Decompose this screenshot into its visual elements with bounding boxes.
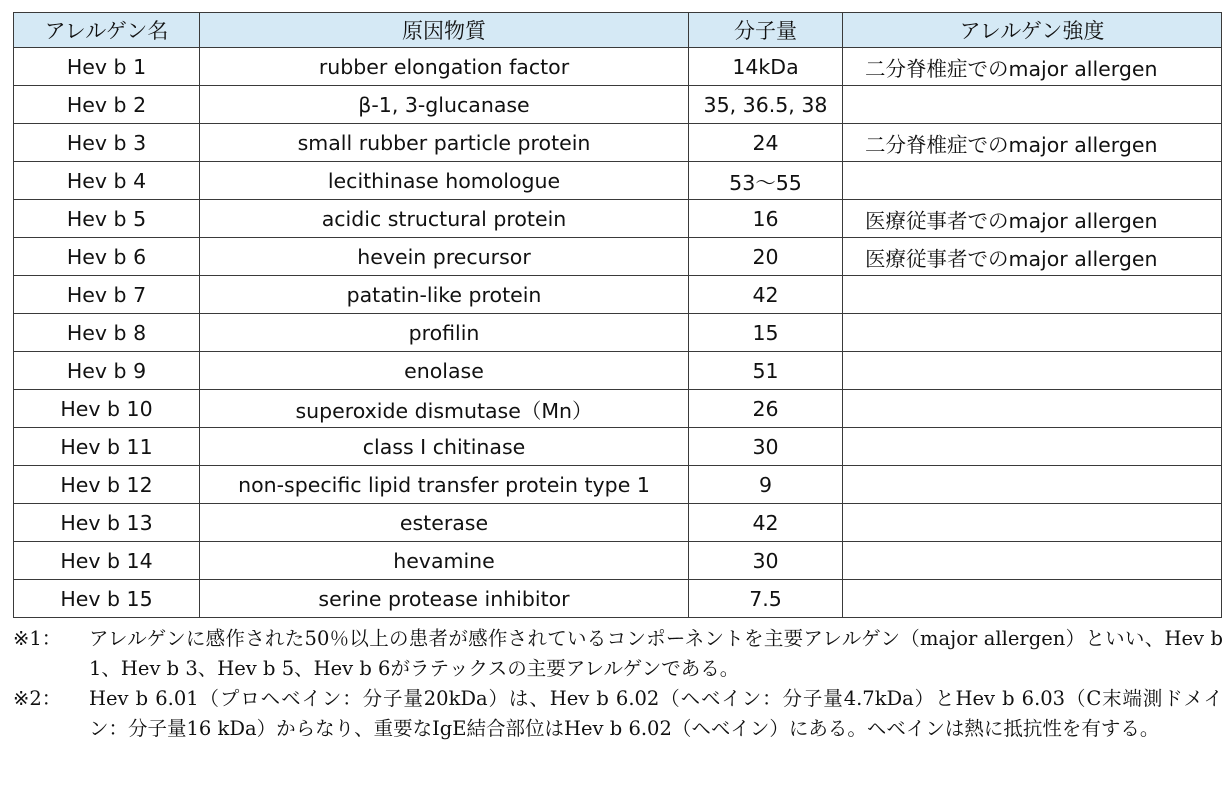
cell-substance: rubber elongation factor	[200, 48, 689, 86]
table-row	[14, 48, 1222, 86]
cell-molecular-weight: 53～55	[689, 162, 843, 200]
cell-strength: 二分脊椎症でのmajor allergen	[843, 48, 1222, 86]
footnote-2-mark: ※2：	[13, 687, 62, 710]
cell-strength	[843, 314, 1222, 352]
cell-strength: 医療従事者でのmajor allergen	[843, 200, 1222, 238]
cell-strength	[843, 162, 1222, 200]
cell-substance: serine protease inhibitor	[200, 580, 689, 618]
table-row	[14, 542, 1222, 580]
table-row	[14, 352, 1222, 390]
cell-molecular-weight: 15	[689, 314, 843, 352]
cell-substance: hevamine	[200, 542, 689, 580]
table-row	[14, 276, 1222, 314]
table-row	[14, 162, 1222, 200]
cell-allergen-name: Hev b 14	[14, 542, 200, 580]
cell-substance: acidic structural protein	[200, 200, 689, 238]
cell-strength	[843, 580, 1222, 618]
cell-substance: non-specific lipid transfer protein type 1	[200, 466, 689, 504]
cell-substance: enolase	[200, 352, 689, 390]
allergen-table-container	[13, 12, 1221, 618]
cell-substance: patatin-like protein	[200, 276, 689, 314]
footnote-2	[13, 684, 1223, 744]
cell-substance: superoxide dismutase（Mn）	[200, 390, 689, 428]
table-body	[14, 48, 1222, 618]
table-row	[14, 504, 1222, 542]
cell-molecular-weight: 30	[689, 428, 843, 466]
cell-strength	[843, 504, 1222, 542]
cell-molecular-weight: 51	[689, 352, 843, 390]
cell-allergen-name: Hev b 4	[14, 162, 200, 200]
footnote-1-mark: ※1：	[13, 627, 62, 650]
cell-allergen-name: Hev b 5	[14, 200, 200, 238]
cell-molecular-weight: 42	[689, 504, 843, 542]
cell-strength	[843, 276, 1222, 314]
footnote-2-text: Hev b 6.01（プロヘベイン：分子量20kDa）は、Hev b 6.02（ヘベイン：分子量4.7kDa）とHev b 6.03（C末端測ドメイン：分子量16 kDa）からなり、重要なIgE結合部位はHev b 6.02（ヘベイン）にある。ヘベインは熱に抵抗性を有する。	[89, 687, 1223, 740]
cell-substance: esterase	[200, 504, 689, 542]
cell-strength: 二分脊椎症でのmajor allergen	[843, 124, 1222, 162]
cell-strength	[843, 428, 1222, 466]
table-row	[14, 238, 1222, 276]
cell-allergen-name: Hev b 12	[14, 466, 200, 504]
header-molecular-weight: 分子量	[689, 13, 843, 48]
cell-molecular-weight: 16	[689, 200, 843, 238]
cell-allergen-name: Hev b 7	[14, 276, 200, 314]
footnote-1-text: アレルゲンに感作された50％以上の患者が感作されているコンポーネントを主要アレルゲン（major allergen）といい、Hev b 1、Hev b 3、Hev b 5、Hev b 6がラテックスの主要アレルゲンである。	[89, 627, 1223, 680]
header-allergen-name: アレルゲン名	[14, 13, 200, 48]
footnote-1	[13, 624, 1223, 684]
cell-molecular-weight: 35, 36.5, 38	[689, 86, 843, 124]
table-header-row	[14, 13, 1222, 48]
cell-substance: β-1, 3-glucanase	[200, 86, 689, 124]
cell-substance: class I chitinase	[200, 428, 689, 466]
table-row	[14, 428, 1222, 466]
cell-allergen-name: Hev b 13	[14, 504, 200, 542]
cell-molecular-weight: 7.5	[689, 580, 843, 618]
table-row	[14, 86, 1222, 124]
cell-molecular-weight: 26	[689, 390, 843, 428]
cell-molecular-weight: 42	[689, 276, 843, 314]
allergen-table	[13, 12, 1222, 618]
cell-allergen-name: Hev b 6	[14, 238, 200, 276]
cell-allergen-name: Hev b 9	[14, 352, 200, 390]
cell-substance: hevein precursor	[200, 238, 689, 276]
cell-strength	[843, 466, 1222, 504]
cell-substance: lecithinase homologue	[200, 162, 689, 200]
header-causative-substance: 原因物質	[200, 13, 689, 48]
cell-molecular-weight: 30	[689, 542, 843, 580]
table-row	[14, 466, 1222, 504]
cell-substance: profilin	[200, 314, 689, 352]
table-row	[14, 200, 1222, 238]
cell-strength	[843, 352, 1222, 390]
cell-allergen-name: Hev b 11	[14, 428, 200, 466]
table-row	[14, 390, 1222, 428]
cell-allergen-name: Hev b 2	[14, 86, 200, 124]
cell-strength	[843, 390, 1222, 428]
cell-strength	[843, 542, 1222, 580]
table-row	[14, 314, 1222, 352]
cell-substance: small rubber particle protein	[200, 124, 689, 162]
cell-strength: 医療従事者でのmajor allergen	[843, 238, 1222, 276]
cell-molecular-weight: 9	[689, 466, 843, 504]
cell-allergen-name: Hev b 10	[14, 390, 200, 428]
cell-allergen-name: Hev b 1	[14, 48, 200, 86]
cell-allergen-name: Hev b 8	[14, 314, 200, 352]
table-row	[14, 580, 1222, 618]
cell-allergen-name: Hev b 3	[14, 124, 200, 162]
cell-strength	[843, 86, 1222, 124]
header-allergen-strength: アレルゲン強度	[843, 13, 1222, 48]
cell-molecular-weight: 14kDa	[689, 48, 843, 86]
table-row	[14, 124, 1222, 162]
cell-molecular-weight: 20	[689, 238, 843, 276]
footnotes	[13, 624, 1223, 744]
cell-allergen-name: Hev b 15	[14, 580, 200, 618]
cell-molecular-weight: 24	[689, 124, 843, 162]
